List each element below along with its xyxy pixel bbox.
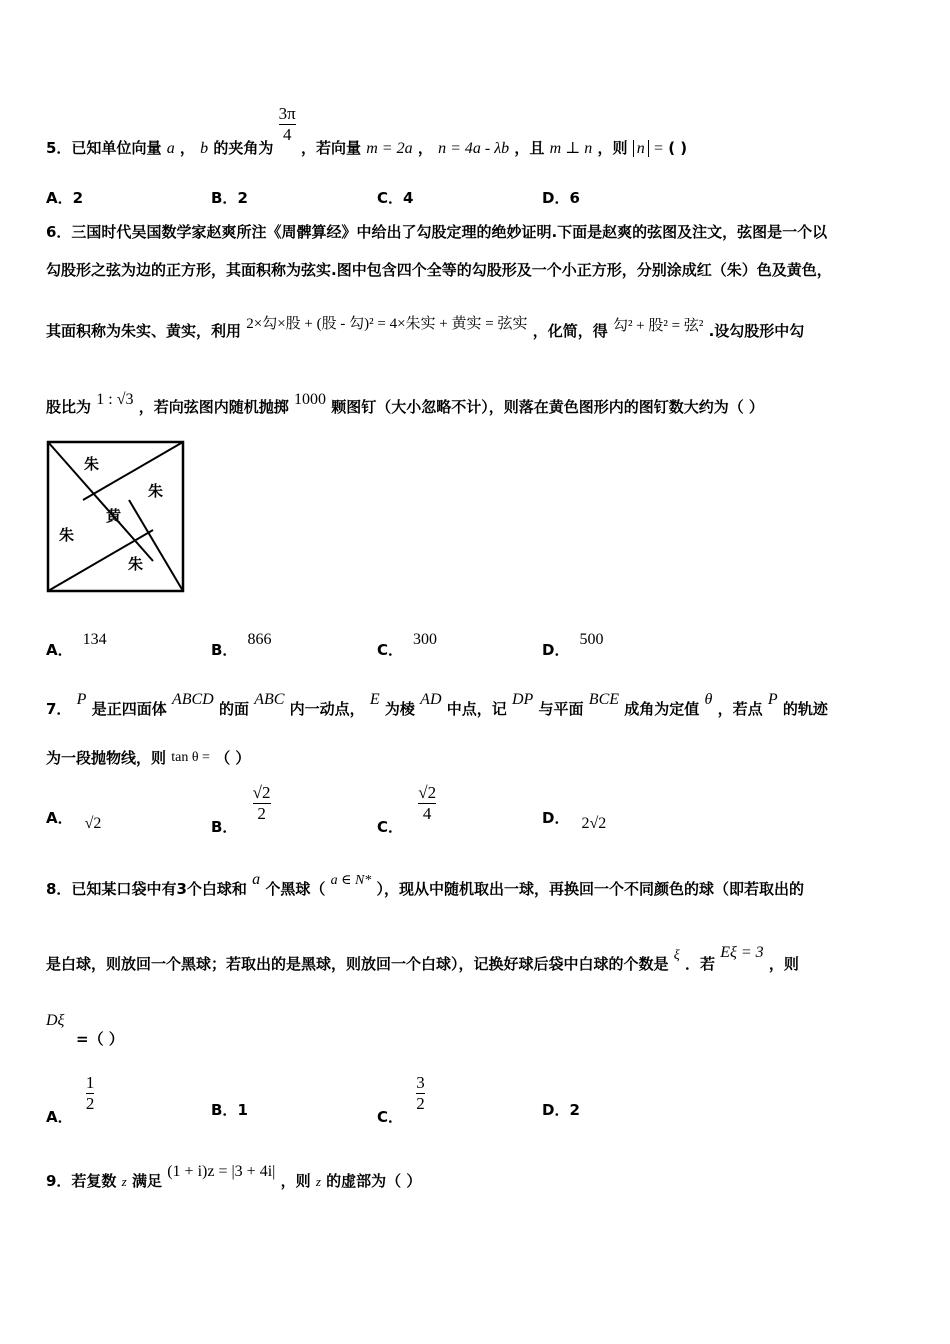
q8-Exi: Eξ = 3 xyxy=(720,944,764,961)
q5-abs-n: n xyxy=(633,140,649,157)
q7-DP: DP xyxy=(511,691,534,708)
q8-opt-a-num: 1 xyxy=(85,1073,95,1092)
q7-BCE: BCE xyxy=(588,691,620,708)
q5-opt-b-label: B． xyxy=(211,189,238,207)
q5-vector-a: a xyxy=(166,139,175,157)
q7-t9: 的轨迹 xyxy=(782,700,828,718)
q7-ABC: ABC xyxy=(254,691,285,708)
q6-opt-b-label: B． xyxy=(211,641,238,659)
q7-num: 7． xyxy=(46,700,72,718)
q5-opt-d-label: D． xyxy=(542,189,570,207)
q7-t5: 中点，记 xyxy=(446,700,507,718)
q7-opt-d-value: 2√2 xyxy=(581,815,607,832)
q9-t2: 满足 xyxy=(131,1172,162,1190)
q5-option-d xyxy=(542,187,580,208)
q6-line3a: 其面积称为朱实、黄实，利用 xyxy=(46,322,242,340)
q7-tan: tan θ = xyxy=(171,750,210,765)
q8-opt-d-label: D． xyxy=(542,1101,570,1119)
q8-opt-b-label: B． xyxy=(211,1101,238,1119)
q5-n-expr: n = 4a - λb xyxy=(438,139,510,157)
q7-t2: 的面 xyxy=(218,700,249,718)
q8-opt-a-frac xyxy=(86,1073,95,1113)
q5-prefix: 5．已知单位向量 xyxy=(46,138,162,157)
q5-option-b xyxy=(211,187,248,208)
xian-diagram xyxy=(46,440,186,594)
q6-option-b xyxy=(211,628,272,659)
q9-t3: ，则 xyxy=(280,1172,311,1190)
q8-line2b: ．若 xyxy=(684,955,715,973)
q9-t4: 的虚部为（ ） xyxy=(326,1172,422,1190)
q7-opt-b-den: 2 xyxy=(257,803,266,823)
q5-text-angle: 的夹角为 xyxy=(213,138,274,157)
q8-opt-d-value: 2 xyxy=(569,1101,580,1119)
q8-opt-c-frac xyxy=(416,1073,425,1113)
q7-opt-c-frac xyxy=(418,783,436,823)
q6-line4b: ，若向弦图内随机抛掷 xyxy=(138,398,289,416)
q8-line2a: 是白球，则放回一个黑球；若取出的是黑球，则放回一个白球），记换好球后袋中白球的个数是 xyxy=(46,955,669,973)
q7-P: P xyxy=(76,691,87,708)
huang-label: 黄 xyxy=(106,507,122,525)
q6-option-a xyxy=(46,628,107,659)
q9-expr: (1 + i)z = |3 + 4i| xyxy=(167,1163,276,1180)
q8-opt-b-value: 1 xyxy=(237,1101,248,1119)
q5-sep1: ， xyxy=(179,138,195,157)
q5-vector-b: b xyxy=(200,139,209,157)
q8-line2 xyxy=(46,944,799,974)
q8-option-d xyxy=(542,1099,580,1120)
q6-opt-a-value: 134 xyxy=(82,631,107,648)
q8-opt-a-den: 2 xyxy=(85,1093,95,1113)
q8-opt-c-num: 3 xyxy=(416,1073,425,1092)
q5-m-expr: m = 2a xyxy=(366,139,413,157)
q7-opt-a-value: √2 xyxy=(84,815,102,832)
q6-formula2: 勾² + 股² = 弦² xyxy=(612,318,704,334)
q5-opt-d-value: 6 xyxy=(569,189,580,207)
q7-opt-d-label: D． xyxy=(542,809,570,827)
q6-opt-d-value: 500 xyxy=(579,631,604,648)
q5-text-vectors: ，若向量 xyxy=(300,138,361,157)
q7-E: E xyxy=(369,691,380,708)
q6-line4a: 股比为 xyxy=(46,398,92,416)
q5-perp: m ⊥ n xyxy=(549,139,593,157)
q9-z2: z xyxy=(315,1174,321,1189)
q6-line3b: ，化简，得 xyxy=(532,322,608,340)
q7-opt-b-num: √2 xyxy=(252,783,271,802)
q8-opt-c-den: 2 xyxy=(416,1093,425,1113)
q5-paren: ( ) xyxy=(668,138,688,157)
q7-opt-a-label: A． xyxy=(46,809,73,827)
q6-line3 xyxy=(46,316,805,341)
q9-z: z xyxy=(121,1174,127,1189)
q6-line3c: .设勾股形中勾 xyxy=(708,322,805,340)
q6-line4 xyxy=(46,391,764,417)
q8-opt-c-label: C． xyxy=(377,1107,404,1126)
q7-t3: 内一动点， xyxy=(289,700,365,718)
q7-line1 xyxy=(46,691,828,719)
q6-option-d xyxy=(542,628,604,659)
q6-line2: 勾股形之弦为边的正方形，其面积称为弦实.图中包含四个全等的勾股形及一个小正方形，分别涂成红（朱）色及黄色， xyxy=(46,261,832,279)
question-5 xyxy=(46,104,687,164)
q6-line1: 6．三国时代吴国数学家赵爽所注《周髀算经》中给出了勾股定理的绝妙证明.下面是赵爽的弦图及注文，弦图是一个以 xyxy=(46,223,828,241)
q7-option-d xyxy=(542,807,607,832)
q6-opt-c-value: 300 xyxy=(413,631,438,648)
q6-opt-c-label: C． xyxy=(377,641,404,659)
q5-text-then: ，则 xyxy=(597,138,628,157)
q6-opt-b-value: 866 xyxy=(247,631,272,648)
q8-t1: 8．已知某口袋中有3个白球和 xyxy=(46,880,247,898)
q7-ABCD: ABCD xyxy=(171,691,214,708)
q8-option-b xyxy=(211,1099,248,1120)
q5-eq: = xyxy=(653,139,663,157)
q6-count: 1000 xyxy=(293,391,326,408)
zhu-label-left: 朱 xyxy=(59,526,75,544)
q5-option-a xyxy=(46,187,83,208)
q7-option-a xyxy=(46,807,102,832)
q5-sep2: ， xyxy=(417,138,433,157)
q5-angle-den: 4 xyxy=(282,124,292,144)
q5-opt-a-value: 2 xyxy=(72,189,84,207)
q8-line1 xyxy=(46,871,805,899)
q5-opt-c-value: 4 xyxy=(403,189,414,207)
q7-theta: θ xyxy=(704,691,713,708)
q7-AD: AD xyxy=(420,691,442,708)
q7-P2: P xyxy=(767,691,778,708)
q7-option-b xyxy=(211,783,271,836)
q8-t2: 个黑球（ xyxy=(265,880,326,898)
q5-angle-fraction xyxy=(279,104,296,144)
q7-opt-c-label: C． xyxy=(377,817,404,836)
q8-option-c xyxy=(377,1073,425,1126)
q8-aN: a ∈ N* xyxy=(330,873,372,888)
q8-a: a xyxy=(252,871,261,888)
triangle-edge-3 xyxy=(129,500,183,591)
q8-line2c: ，则 xyxy=(768,955,799,973)
q5-text-and: ，且 xyxy=(514,138,545,157)
q6-option-c xyxy=(377,628,438,659)
q7-line2b: （ ） xyxy=(215,749,251,767)
q7-opt-b-label: B． xyxy=(211,817,238,836)
q7-t1: 是正四面体 xyxy=(91,700,167,718)
q7-t6: 与平面 xyxy=(538,700,584,718)
q7-opt-c-den: 4 xyxy=(422,803,432,823)
q5-opt-c-label: C． xyxy=(377,189,404,207)
q7-opt-c-num: √2 xyxy=(418,783,437,802)
zhu-label-top: 朱 xyxy=(84,455,100,473)
q7-line2 xyxy=(46,747,250,768)
q8-option-a xyxy=(46,1073,95,1126)
q7-t7: 成角为定值 xyxy=(624,700,700,718)
q8-xi: ξ xyxy=(673,948,680,963)
zhu-label-right: 朱 xyxy=(148,482,164,500)
q7-line2a: 为一段抛物线，则 xyxy=(46,749,167,767)
q8-opt-a-label: A． xyxy=(46,1107,73,1126)
q7-option-c xyxy=(377,783,437,836)
q8-Dxi: Dξ xyxy=(46,1012,65,1029)
q6-line4c: 颗图钉（大小忽略不计），则落在黄色图形内的图钉数大约为（ ） xyxy=(331,398,764,416)
q5-opt-b-value: 2 xyxy=(237,189,248,207)
q5-angle-num: 3π xyxy=(278,104,296,123)
q7-t4: 为棱 xyxy=(384,700,415,718)
zhu-label-bottom: 朱 xyxy=(128,555,144,573)
q9-t1: 9．若复数 xyxy=(46,1172,117,1190)
q8-answer-paren: =（ ） xyxy=(76,1030,124,1048)
q6-formula1: 2×勾×股 + (股 - 勾)² = 4×朱实 + 黄实 = 弦实 xyxy=(246,316,528,332)
q7-t8: ，若点 xyxy=(717,700,763,718)
q7-opt-b-frac xyxy=(253,783,271,823)
q9-line1 xyxy=(46,1163,422,1191)
q5-opt-a-label: A． xyxy=(46,189,73,207)
q8-t3: ），现从中随机取出一球，再换回一个不同颜色的球（即若取出的 xyxy=(376,880,805,898)
q8-line3 xyxy=(46,1012,124,1049)
q5-option-c xyxy=(377,187,413,208)
q6-opt-a-label: A． xyxy=(46,641,73,659)
q6-ratio: 1 : √3 xyxy=(96,391,134,408)
q6-opt-d-label: D． xyxy=(542,641,570,659)
